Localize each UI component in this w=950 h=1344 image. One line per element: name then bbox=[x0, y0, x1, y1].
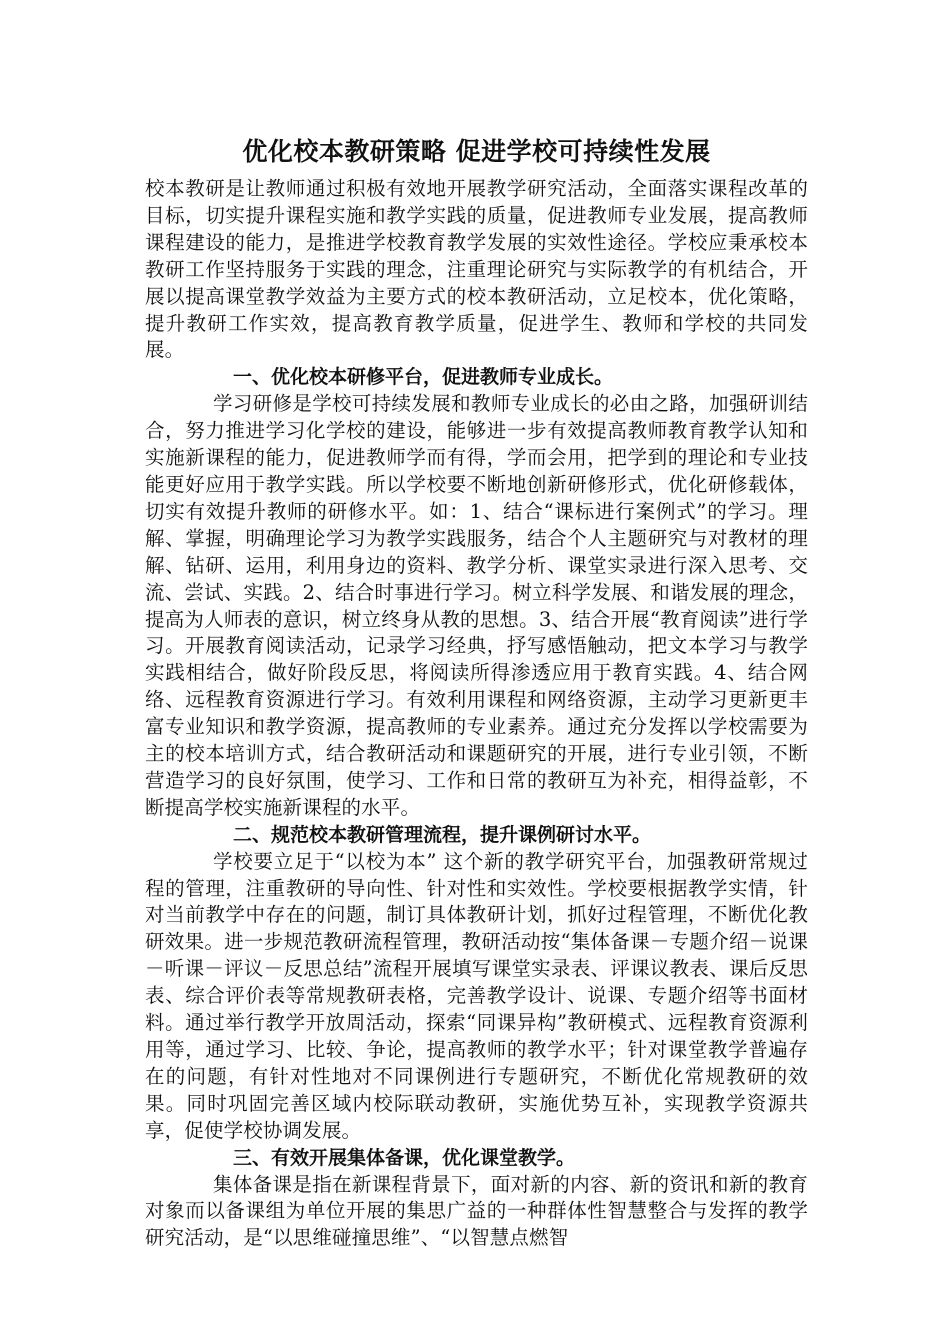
section-body-3: 集体备课是指在新课程背景下，面对新的内容、新的资讯和新的教育对象而以备课组为单位开展的集思广益的一种群体性智慧整合与发挥的教学研究活动，是“以思维碰撞思维”、“以智慧点燃智 bbox=[145, 1172, 808, 1250]
section-heading-2: 二、规范校本教研管理流程，提升课例研讨水平。 bbox=[233, 823, 652, 846]
section-heading-1: 一、优化校本研修平台，促进教师专业成长。 bbox=[233, 366, 614, 389]
section-heading-3: 三、有效开展集体备课，优化课堂教学。 bbox=[233, 1146, 576, 1169]
document-page bbox=[145, 130, 808, 1252]
document-title: 优化校本教研策略 促进学校可持续性发展 bbox=[242, 137, 711, 166]
section-body-1: 学习研修是学校可持续发展和教师专业成长的必由之路，加强研训结合，努力推进学习化学校的建设，能够进一步有效提高教师教育教学认知和实施新课程的能力，促进教师学而有得，学而会用，把学到的理论和专业技能更好应用于教学实践。所以学校要不断地创新研修形式，优化研修载体，切实有效提升教师的研修水平。如：1、结合“课标进行案例式”的学习。理解、掌握，明确理论学习为教学实践服务，结合个人主题研究与对教材的理解、钻研、运用，利用身边的资料、教学分析、课堂实录进行深入思考、交流、尝试、实践。2、结合时事进行学习。树立科学发展、和谐发展的理念，提高为人师表的意识，树立终身从教的思想。3、结合开展“教育阅读”进行学习。开展教育阅读活动，记录学习经典，抒写感悟触动，把文本学习与教学实践相结合，做好阶段反思，将阅读所得渗透应用于教育实践。4、结合网络、远程教育资源进行学习。有效利用课程和网络资源，主动学习更新更丰富专业知识和教学资源，提高教师的专业素养。通过充分发挥以学校需要为主的校本培训方式，结合教研活动和课题研究的开展，进行专业引领，不断营造学习的良好氛围，使学习、工作和日常的教研互为补充，相得益彰，不断提高学校实施新课程的水平。 bbox=[145, 392, 808, 819]
section-body-2: 学校要立足于“以校为本” 这个新的教学研究平台，加强教研常规过程的管理，注重教研的导向性、针对性和实效性。学校要根据教学实情，针对当前教学中存在的问题，制订具体教研计划，抓好过程管理，不断优化教研效果。进一步规范教研流程管理，教研活动按“集体备课－专题介绍－说课－听课－评议－反思总结”流程开展填写课堂实录表、评课议教表、课后反思表、综合评价表等常规教研表格，完善教学设计、说课、专题介绍等书面材料。通过举行教学开放周活动，探索“同课异构”教研模式、远程教育资源利用等，通过学习、比较、争论，提高教师的教学水平；针对课堂教学普遍存在的问题，有针对性地对不同课例进行专题研究，不断优化常规教研的效果。同时巩固完善区域内校际联动教研，实施优势互补，实现教学资源共享，促使学校协调发展。 bbox=[145, 849, 808, 1142]
intro-paragraph: 校本教研是让教师通过积极有效地开展教学研究活动，全面落实课程改革的目标，切实提升课程实施和教学实践的质量，促进教师专业发展，提高教师课程建设的能力，是推进学校教育教学发展的实效性途径。学校应秉承校本教研工作坚持服务于实践的理念，注重理论研究与实际教学的有机结合，开展以提高课堂教学效益为主要方式的校本教研活动，立足校本，优化策略，提升教研工作实效，提高教育教学质量，促进学生、教师和学校的共同发展。 bbox=[145, 177, 808, 362]
